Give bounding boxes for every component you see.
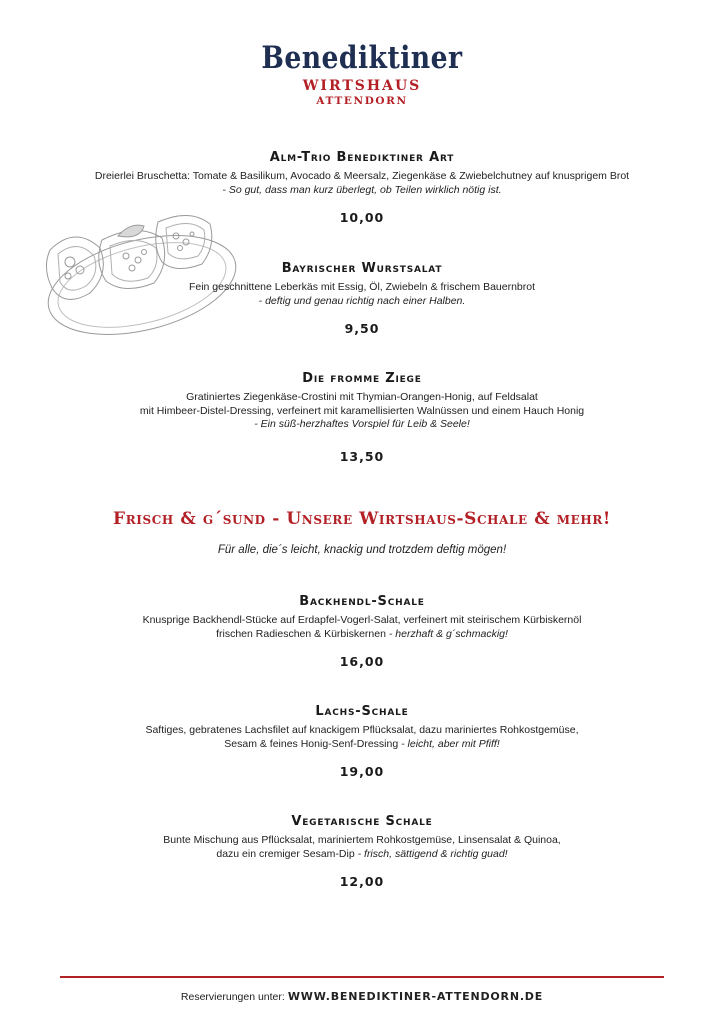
- menu-item-price: 10,00: [339, 210, 385, 225]
- menu-item-backhendl-schale: [0, 594, 724, 669]
- description-line: [0, 628, 724, 642]
- section-subtitle: Für alle, die´s leicht, knackig und trotzdem deftig mögen!: [217, 544, 507, 556]
- menu-item-vegetarische-schale: [0, 814, 724, 889]
- menu-item-price: 12,00: [339, 874, 385, 889]
- description-line: mit Himbeer-Distel-Dressing, verfeinert mit karamellisierten Walnüssen und einem Hauch Honig: [139, 404, 585, 417]
- menu-item-note: - Ein süß-herzhaftes Vorspiel für Leib & Seele!: [254, 418, 470, 430]
- menu-item-title: Bayrischer Wurstsalat: [281, 261, 443, 276]
- menu-item-title: Alm-Trio Benediktiner Art: [269, 150, 455, 165]
- menu-item-price: 16,00: [339, 654, 385, 669]
- description-text: Sesam & feines Honig-Senf-Dressing: [224, 737, 399, 750]
- logo-subtitle: WIRTSHAUS: [302, 78, 422, 94]
- menu-item-description: [0, 724, 724, 751]
- menu-item-note: - deftig und genau richtig nach einer Halben.: [258, 294, 466, 307]
- menu-item-price: 9,50: [344, 321, 380, 336]
- menu-item-title: Backhendl-Schale: [299, 594, 425, 609]
- menu-item-description: [0, 391, 724, 432]
- description-line: Dreierlei Bruschetta: Tomate & Basilikum, Avocado & Meersalz, Ziegenkäse & Zwiebelchutney auf knusprigem Brot: [94, 170, 630, 182]
- description-text: frischen Radieschen & Kürbiskernen: [216, 627, 386, 640]
- description-line: Bunte Mischung aus Pflücksalat, mariniertem Rohkostgemüse, Linsensalat & Quinoa,: [163, 834, 561, 846]
- description-line: Fein geschnittene Leberkäs mit Essig, Öl, Zwiebeln & frischem Bauernbrot: [188, 281, 536, 293]
- footer-divider: [60, 976, 664, 978]
- menu-item-note: - leicht, aber mit Pfiff!: [401, 737, 500, 750]
- description-line: Gratiniertes Ziegenkäse-Crostini mit Thymian-Orangen-Honig, auf Feldsalat: [186, 391, 538, 403]
- menu-item-alm-trio: [0, 150, 724, 225]
- menu-item-description: [0, 614, 724, 641]
- description-text: dazu ein cremiger Sesam-Dip: [216, 847, 355, 860]
- footer-website-link[interactable]: WWW.BENEDIKTINER-ATTENDORN.DE: [287, 990, 544, 1003]
- description-line: Knusprige Backhendl-Stücke auf Erdapfel-Vogerl-Salat, verfeinert mit steirischem Kürbiskernöl: [142, 614, 582, 626]
- menu-item-note: - So gut, dass man kurz überlegt, ob Teilen wirklich nötig ist.: [222, 183, 502, 196]
- restaurant-logo: [0, 40, 724, 108]
- menu-item-title: Lachs-Schale: [315, 704, 409, 719]
- menu-item-lachs-schale: [0, 704, 724, 779]
- description-line: [0, 848, 724, 862]
- menu-item-note: - frisch, sättigend & richtig guad!: [357, 847, 508, 860]
- logo-location: [0, 95, 724, 108]
- description-line: [0, 738, 724, 752]
- logo-brand-name: Benediktiner: [261, 40, 463, 76]
- menu-item-note: - herzhaft & g´schmackig!: [388, 627, 508, 640]
- menu-item-price: 19,00: [339, 764, 385, 779]
- footer: [0, 990, 724, 1003]
- menu-item-description: [0, 834, 724, 861]
- menu-item-fromme-ziege: [0, 371, 724, 464]
- description-line: Saftiges, gebratenes Lachsfilet auf knackigem Pflücksalat, dazu mariniertes Rohkostgemüse,: [145, 724, 579, 736]
- menu-item-wurstsalat: [0, 261, 724, 336]
- menu-item-title: Vegetarische Schale: [291, 814, 433, 829]
- menu-item-title: Die fromme Ziege: [302, 371, 422, 386]
- section-title: Frisch & g´sund - Unsere Wirtshaus-Schale & mehr!: [113, 509, 611, 529]
- menu-item-description: [0, 281, 724, 308]
- menu-item-price: 13,50: [339, 448, 385, 464]
- footer-label: Reservierungen unter:: [180, 991, 285, 1003]
- logo-location-text: ATTENDORN: [316, 95, 408, 107]
- menu-item-description: [0, 170, 724, 197]
